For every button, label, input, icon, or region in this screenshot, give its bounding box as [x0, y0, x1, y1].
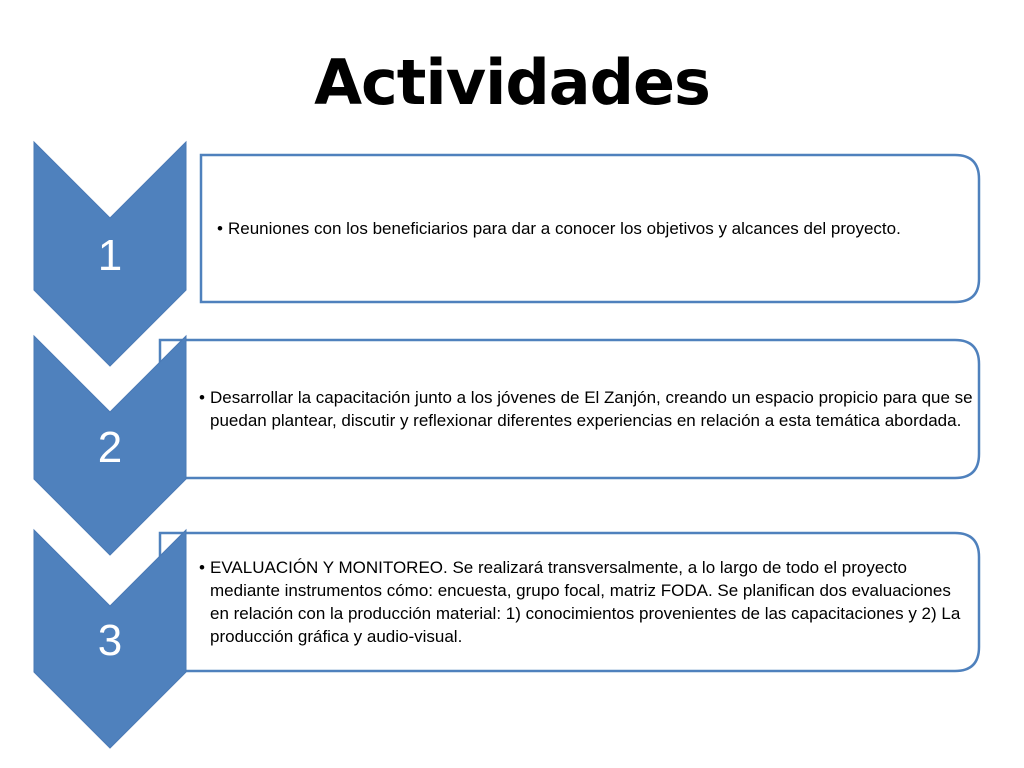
step-1-number: 1	[97, 231, 123, 280]
step-2-content	[199, 342, 974, 476]
step-3-bullet	[199, 556, 974, 648]
step-1-content	[217, 157, 957, 300]
step-2-bullet	[199, 386, 974, 432]
bullet-dot: •	[199, 388, 205, 407]
step-2-text: Desarrollar la capacitación junto a los jóvenes de El Zanjón, creando un espacio propicio para que se puedan plantear, discutir y reflexionar diferentes experiencias en relación a esta temática abordada.	[210, 388, 973, 430]
step-3-text: EVALUACIÓN Y MONITOREO. Se realizará transversalmente, a lo largo de todo el proyecto mediante instrumentos cómo: encuesta, grupo focal, matriz FODA. Se planifican dos evaluaciones en relación con la producción material: 1) conocimientos provenientes de las capacitaciones y 2) La producción gráfica y audio-visual.	[210, 558, 961, 646]
step-3-content	[199, 535, 974, 669]
bullet-dot: •	[199, 558, 205, 577]
step-1-bullet	[217, 217, 901, 240]
step-1-text: Reuniones con los beneficiarios para dar a conocer los objetivos y alcances del proyecto.	[228, 219, 901, 238]
step-3-number: 3	[97, 616, 123, 665]
step-2-number: 2	[97, 423, 123, 472]
slide-title: Actividades	[314, 46, 710, 119]
bullet-dot: •	[217, 219, 223, 238]
